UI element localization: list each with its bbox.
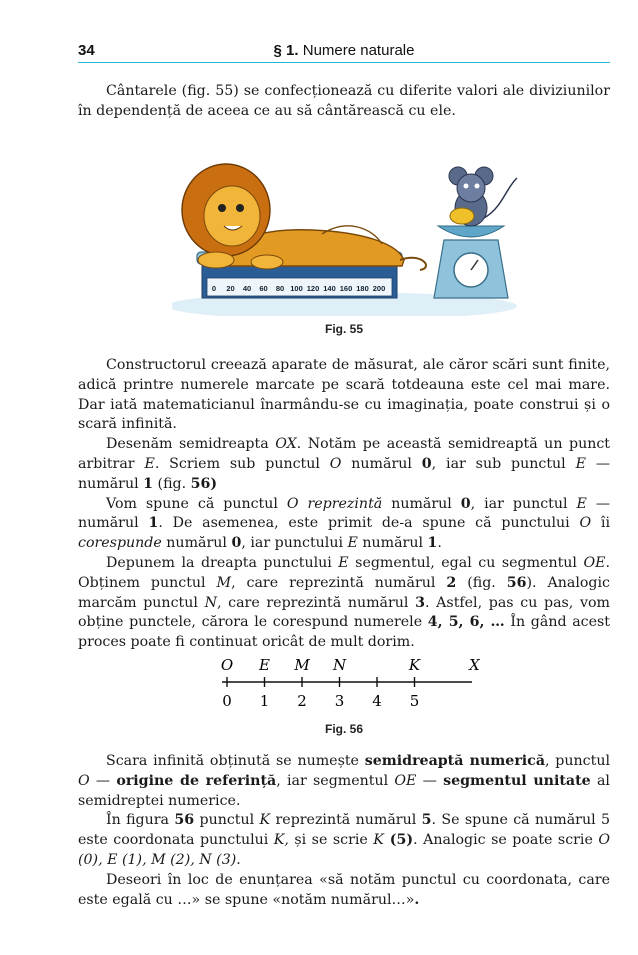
fig56-number-line [210, 656, 480, 716]
mouse-icon [449, 167, 517, 226]
page-number: 34 [78, 42, 95, 59]
section-name: Numere naturale [302, 42, 415, 59]
point-letters [221, 656, 480, 674]
body-text [78, 356, 610, 653]
page-header [78, 40, 610, 63]
scale-label: 40 [242, 284, 252, 293]
scale-label: 0 [211, 284, 217, 293]
scale-label: 180 [356, 284, 369, 293]
paragraph-5: Scara infinită obținută se numește semidreaptă numerică, punctul O — origine de referință, iar segmentul OE — segmentul unitate al semidreptei numerice. [78, 753, 610, 809]
point-letter: O [220, 656, 234, 674]
paragraph-2: Desenăm semidreapta OX. Notăm pe această semidreaptă un punct arbitrar E. Scriem sub punctul O numărul 0, iar sub punctul E — numărul 1 (fig. 56) [78, 436, 611, 492]
point-letter: K [408, 656, 421, 674]
point-number: 0 [222, 692, 232, 710]
intro-paragraph: Cântarele (fig. 55) se confecționează cu diferite valori ale diviziunilor în dependență de aceea ce au să cântărească cu ele. [78, 83, 610, 119]
section-mark: § 1. [273, 42, 299, 59]
point-letter: M [294, 656, 310, 674]
fig55-illustration [172, 148, 522, 316]
fig55-caption: Fig. 55 [324, 322, 363, 336]
point-number: 2 [297, 692, 307, 710]
section-title [78, 42, 610, 59]
point-numbers [222, 692, 419, 710]
scale-label: 160 [339, 284, 353, 293]
scale-label: 20 [226, 284, 235, 293]
fig56-caption: Fig. 56 [324, 722, 363, 736]
point-number: 3 [334, 692, 345, 710]
lion-icon [182, 164, 426, 270]
paragraph-3: Vom spune că punctul O reprezintă numărul 0, iar punctul E — numărul 1. De asemenea, este primit de-a spune că punctului O îi corespunde numărul 0, iar punctului E numărul 1. [78, 495, 611, 552]
point-letter: X [469, 656, 480, 674]
scale-label: 200 [372, 284, 386, 293]
point-number: 4 [372, 692, 382, 710]
scale-label: 140 [323, 284, 336, 293]
scale-label: 120 [306, 284, 320, 293]
scale-label: 80 [275, 284, 285, 293]
paragraph-6: În figura 56 punctul K reprezintă numărul 5. Se spune că numărul 5 este coordonata punctului K, și se scrie K (5). Analogic se poate scrie O (0), E (1), M (2), N (3). [78, 812, 611, 868]
point-number: 5 [409, 692, 420, 710]
paragraph-7: Deseori în loc de enunțarea «să notăm punctul cu coordonata, care este egală cu …» se spune «notăm numărul…». [78, 871, 610, 908]
paragraph-1: Constructorul creează aparate de măsurat, ale căror scări sunt finite, adică printre numerele marcate pe scară totdeauna este cel mai mare. Dar iată matematicianul înarmându-se cu imaginația, poate construi și o scară infinită. [78, 357, 610, 433]
scale-label: 100 [290, 284, 303, 293]
point-number: 1 [259, 692, 270, 710]
point-letter: E [259, 656, 270, 674]
paragraph-4: Depunem la dreapta punctului E segmentul, egal cu segmentul OE. Obținem punctul M, care reprezintă numărul 2 (fig. 56). Analogic marcăm punctul N, care reprezintă numărul 3. Astfel, pas cu pas, vom obține punctele, cărora le corespund numerele 4, 5, 6, … În gând acest proces poate fi continuat oricât de mult dorim. [78, 554, 611, 651]
body-text-2 [78, 752, 610, 910]
kitchen-scale-icon [434, 226, 508, 298]
scale-label: 60 [259, 284, 268, 293]
point-letter: N [332, 656, 347, 674]
